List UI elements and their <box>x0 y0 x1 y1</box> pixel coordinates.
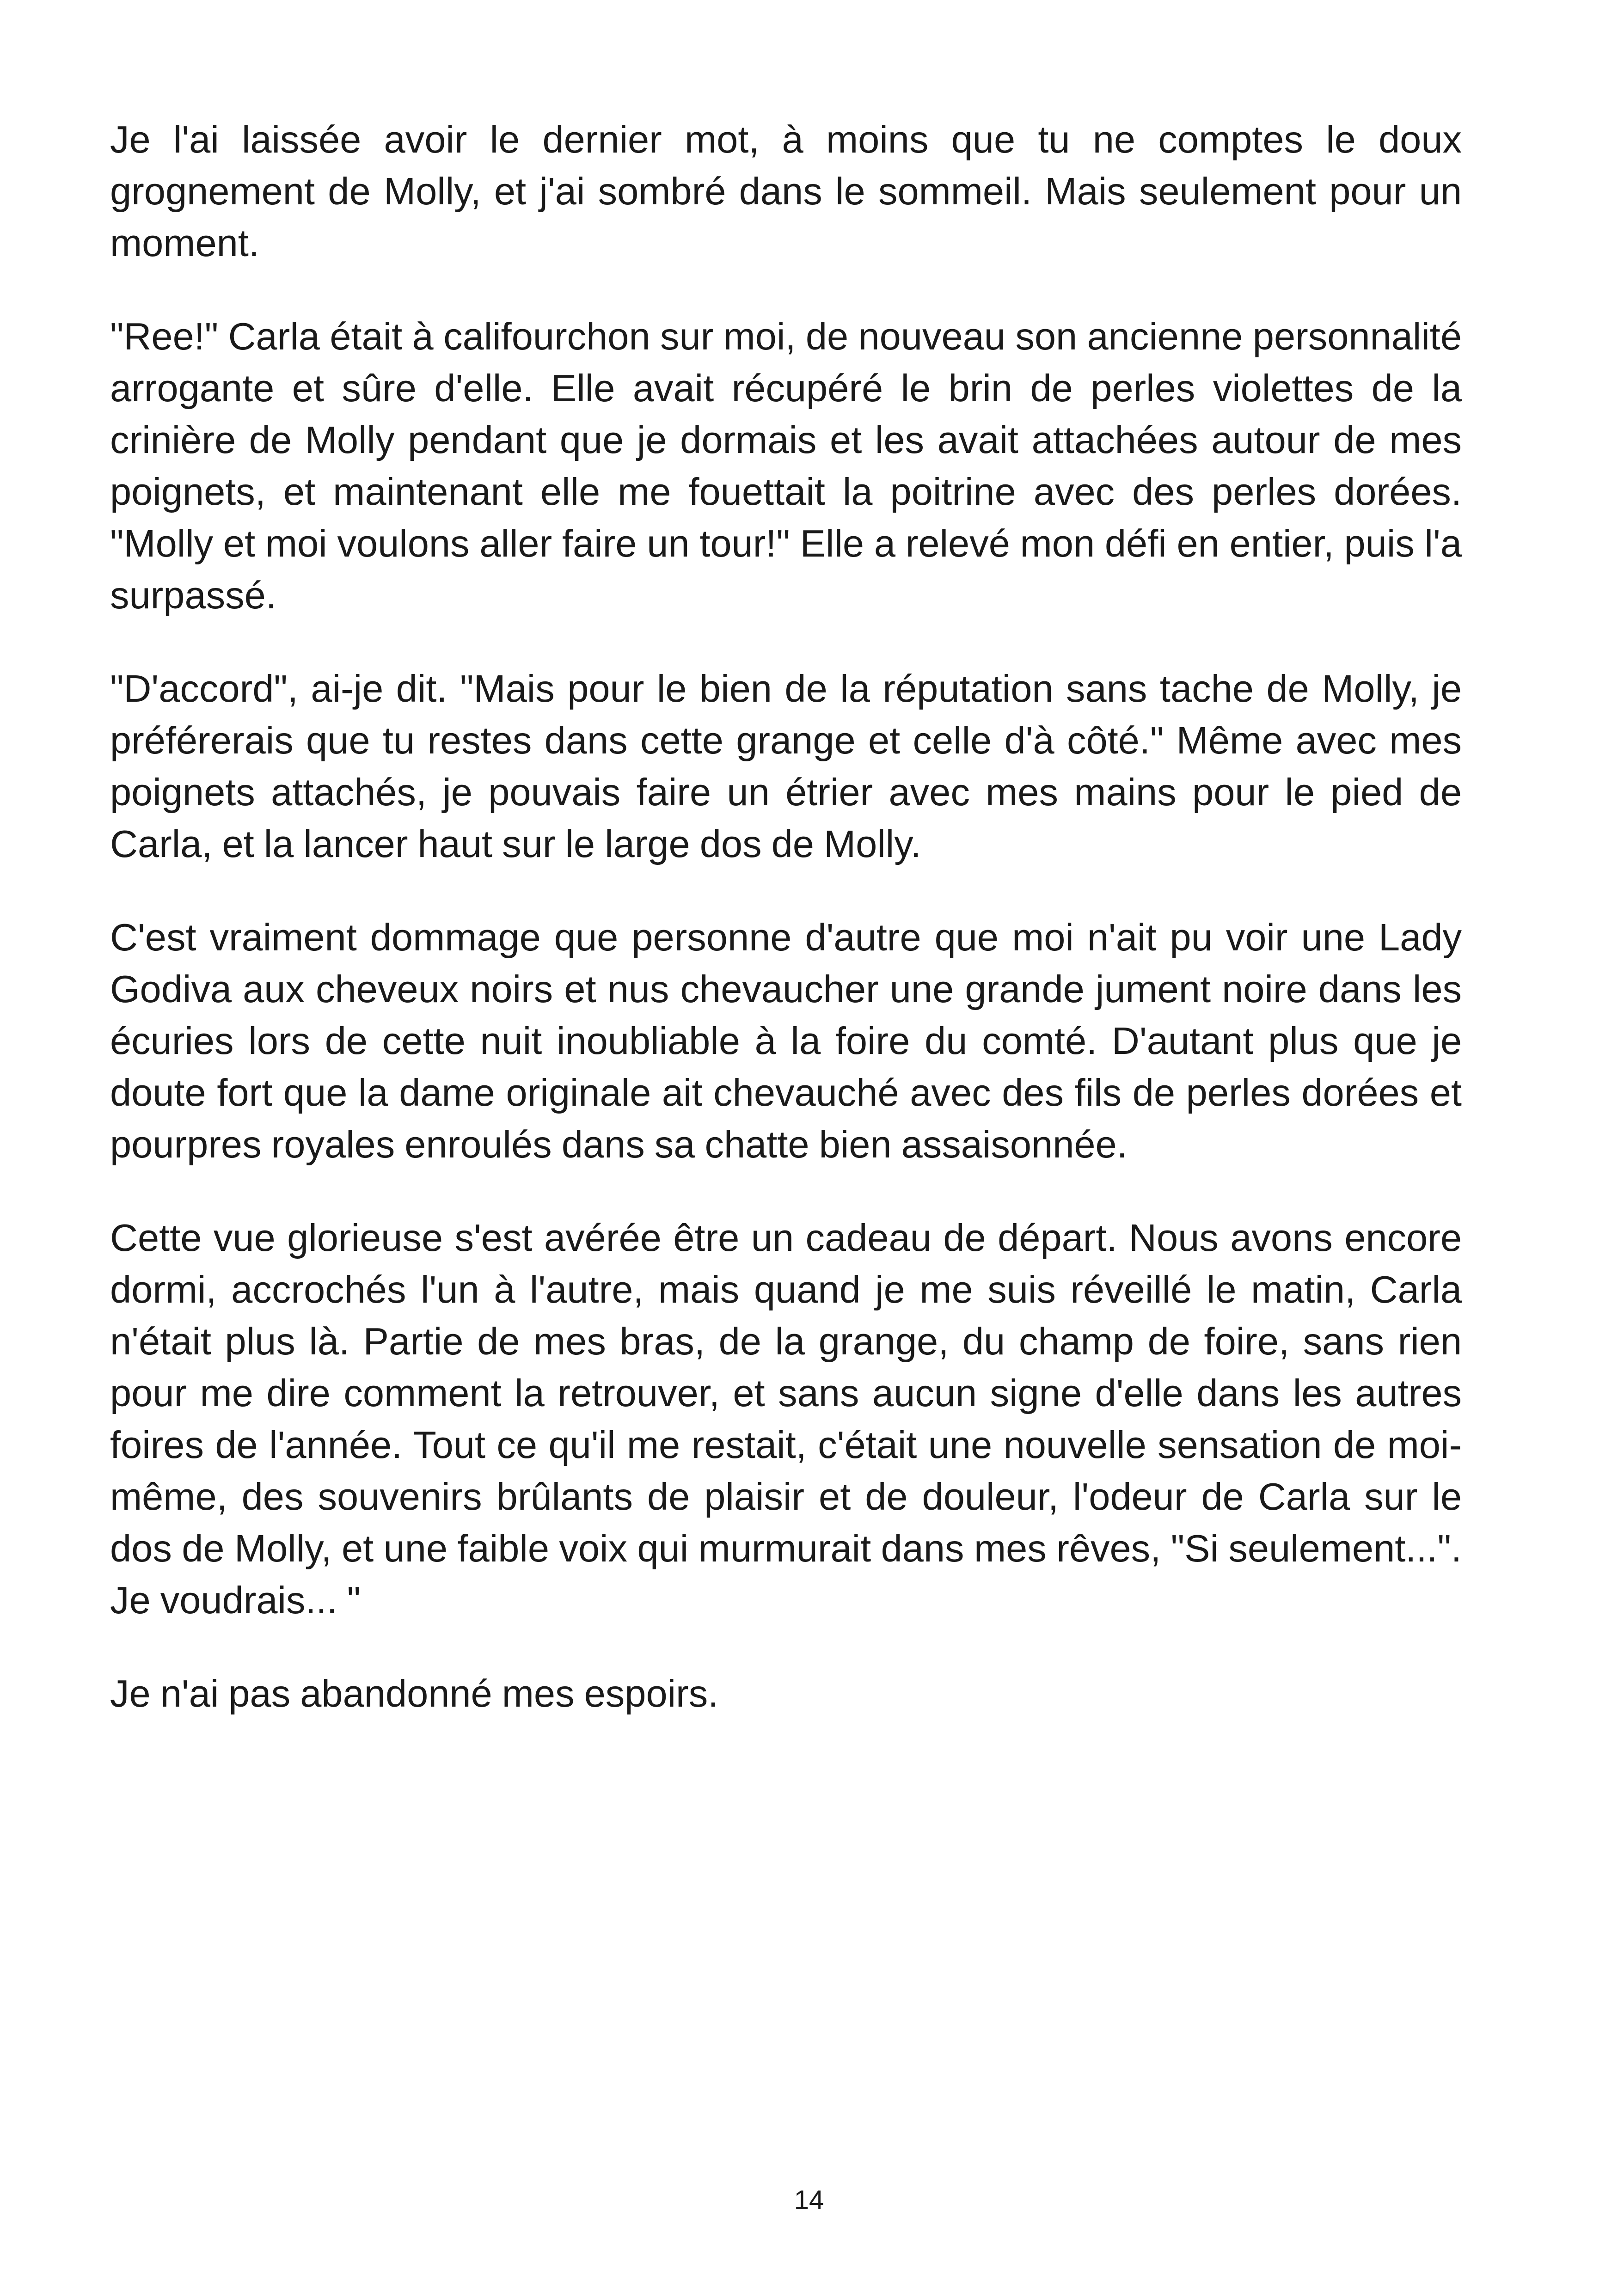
paragraph-3: "D'accord", ai-je dit. "Mais pour le bien de la réputation sans tache de Molly, je préférerais que tu restes dans cette grange et celle d'à côté." Même avec mes poignets attachés, je pouvais faire un étrier avec mes mains pour le pied de Carla, et la lancer haut sur le large dos de Molly. <box>110 667 1462 865</box>
body-text <box>110 114 1462 1761</box>
paragraph-5: Cette vue glorieuse s'est avérée être un cadeau de départ. Nous avons encore dormi, accrochés l'un à l'autre, mais quand je me suis réveillé le matin, Carla n'était plus là. Partie de mes bras, de la grange, du champ de foire, sans rien pour me dire comment la retrouver, et sans aucun signe d'elle dans les autres foires de l'année. Tout ce qu'il me restait, c'était une nouvelle sensation de moi-même, des souvenirs brûlants de plaisir et de douleur, l'odeur de Carla sur le dos de Molly, et une faible voix qui murmurait dans mes rêves, "Si seulement...". Je voudrais... " <box>110 1216 1462 1622</box>
page-number: 14 <box>794 2185 824 2215</box>
paragraph-6: Je n'ai pas abandonné mes espoirs. <box>110 1672 719 1715</box>
paragraph-4: C'est vraiment dommage que personne d'autre que moi n'ait pu voir une Lady Godiva aux cheveux noirs et nus chevaucher une grande jument noire dans les écuries lors de cette nuit inoubliable à la foire du comté. D'autant plus que je doute fort que la dame originale ait chevauché avec des fils de perles dorées et pourpres royales enroulés dans sa chatte bien assaisonnée. <box>110 916 1462 1166</box>
paragraph-1: Je l'ai laissée avoir le dernier mot, à moins que tu ne comptes le doux grognement de Molly, et j'ai sombré dans le sommeil. Mais seulement pour un moment. <box>110 118 1462 264</box>
paragraph-2: "Ree!" Carla était à califourchon sur moi, de nouveau son ancienne personnalité arrogante et sûre d'elle. Elle avait récupéré le brin de perles violettes de la crinière de Molly pendant que je dormais et les avait attachées autour de mes poignets, et maintenant elle me fouettait la poitrine avec des perles dorées. "Molly et moi voulons aller faire un tour!" Elle a relevé mon défi en entier, puis l'a surpassé. <box>110 315 1462 617</box>
